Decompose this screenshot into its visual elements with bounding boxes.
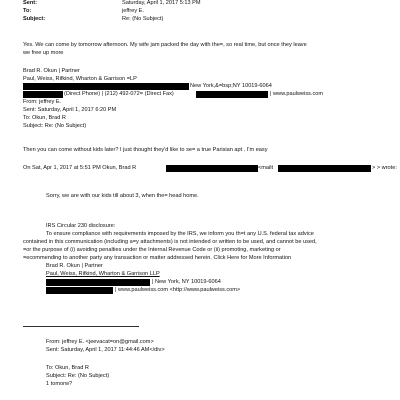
- message-line: we free up more: [23, 50, 64, 56]
- quoted-from: From: jeffrey E.: [23, 99, 62, 105]
- signature-name: Brad R. Okun | Partner: [23, 68, 80, 74]
- quoted-sent: Sent: Saturday, April 1, 2017 6:20 PM: [23, 107, 117, 113]
- signature-name: Brad R. Okun | Partner: [46, 263, 103, 269]
- wrote-tail: > > wrote:: [372, 165, 397, 171]
- irs-line: =ecommending to another party any transaction or matter addressed herein. Click Here for More Information: [23, 255, 292, 261]
- quoted-to: To: Okun, Brad R: [46, 365, 89, 371]
- subject-label: Subject:: [23, 16, 46, 22]
- irs-line: =or the purpose of (i) avoiding penalties under the Internal Revenue Code or (ii) promoting, marketing or: [23, 247, 281, 253]
- signature-web: | www.paulweiss.com: [270, 91, 324, 97]
- signature-address: | New York, NY 10019-6064: [152, 279, 221, 285]
- sent-label: Sent:: [23, 0, 37, 6]
- message-line: Then you can come without kids later? I just thought they'd like to se= a true Parisian apt . I'm easy: [23, 147, 268, 153]
- redaction-block: [46, 279, 150, 286]
- signature-firm: Paul, Weiss, Rifkind, Wharton & Garrison =LP: [23, 76, 137, 82]
- to-value: jeffrey E.: [122, 8, 144, 14]
- irs-title: IRS Circular 230 disclosure:: [46, 223, 116, 229]
- redaction-block: [46, 287, 113, 294]
- quoted-from: From: jeffrey E. <jeevacat=on@gmail.com>: [46, 339, 154, 345]
- divider-line: [23, 326, 139, 327]
- redaction-block: [196, 91, 268, 98]
- redaction-block: [23, 91, 63, 98]
- signature-phone: (Direct Phone) | (212) 492-072= (Direct Fax): [64, 91, 174, 97]
- signature-address: New York,&=bsp;NY 10019-6064: [190, 83, 272, 89]
- redaction-block: [278, 165, 371, 172]
- signature-firm-link[interactable]: Paul, Weiss, Rifkind, Wharton & Garrison LLP: [46, 271, 160, 277]
- message-line: Yes. We can come by tomorrow afternoon. My wife jam packed the day with the=, so real time, but once they leave: [23, 42, 307, 48]
- redaction-block: [166, 165, 258, 172]
- quoted-body: 1 tomorw?: [46, 381, 73, 387]
- message-line: Sorry, we are with our kids till about 3, when the= head home.: [46, 193, 199, 199]
- quoted-sent: Sent: Saturday, April 1, 2017 11:44:46 AM</div>: [46, 347, 165, 353]
- quoted-subject: Subject: Re: (No Subject): [23, 123, 87, 129]
- wrote-mailto: <mailt: [258, 165, 274, 171]
- quoted-to: To: Okun, Brad R: [23, 115, 66, 121]
- subject-value: Re: (No Subject): [122, 16, 164, 22]
- irs-line: contained in this communication (including a=y attachments) is not intended or written to be used, and cannot be used,: [23, 239, 317, 245]
- to-label: To:: [23, 8, 32, 14]
- irs-line: To ensure compliance with requirements imposed by the IRS, we inform you th=t any U.S. federal tax advice: [46, 231, 314, 237]
- sent-value: Saturday, April 1, 2017 5:13 PM: [122, 0, 201, 6]
- redaction-block: [23, 83, 189, 90]
- wrote-lead: On Sat, Apr 1, 2017 at 5:51 PM Okun, Brad R: [23, 165, 137, 171]
- signature-web-link[interactable]: | www.paulweiss.com <http://www.paulweiss.com>: [115, 287, 241, 293]
- quoted-subject: Subject: Re: (No Subject): [46, 373, 110, 379]
